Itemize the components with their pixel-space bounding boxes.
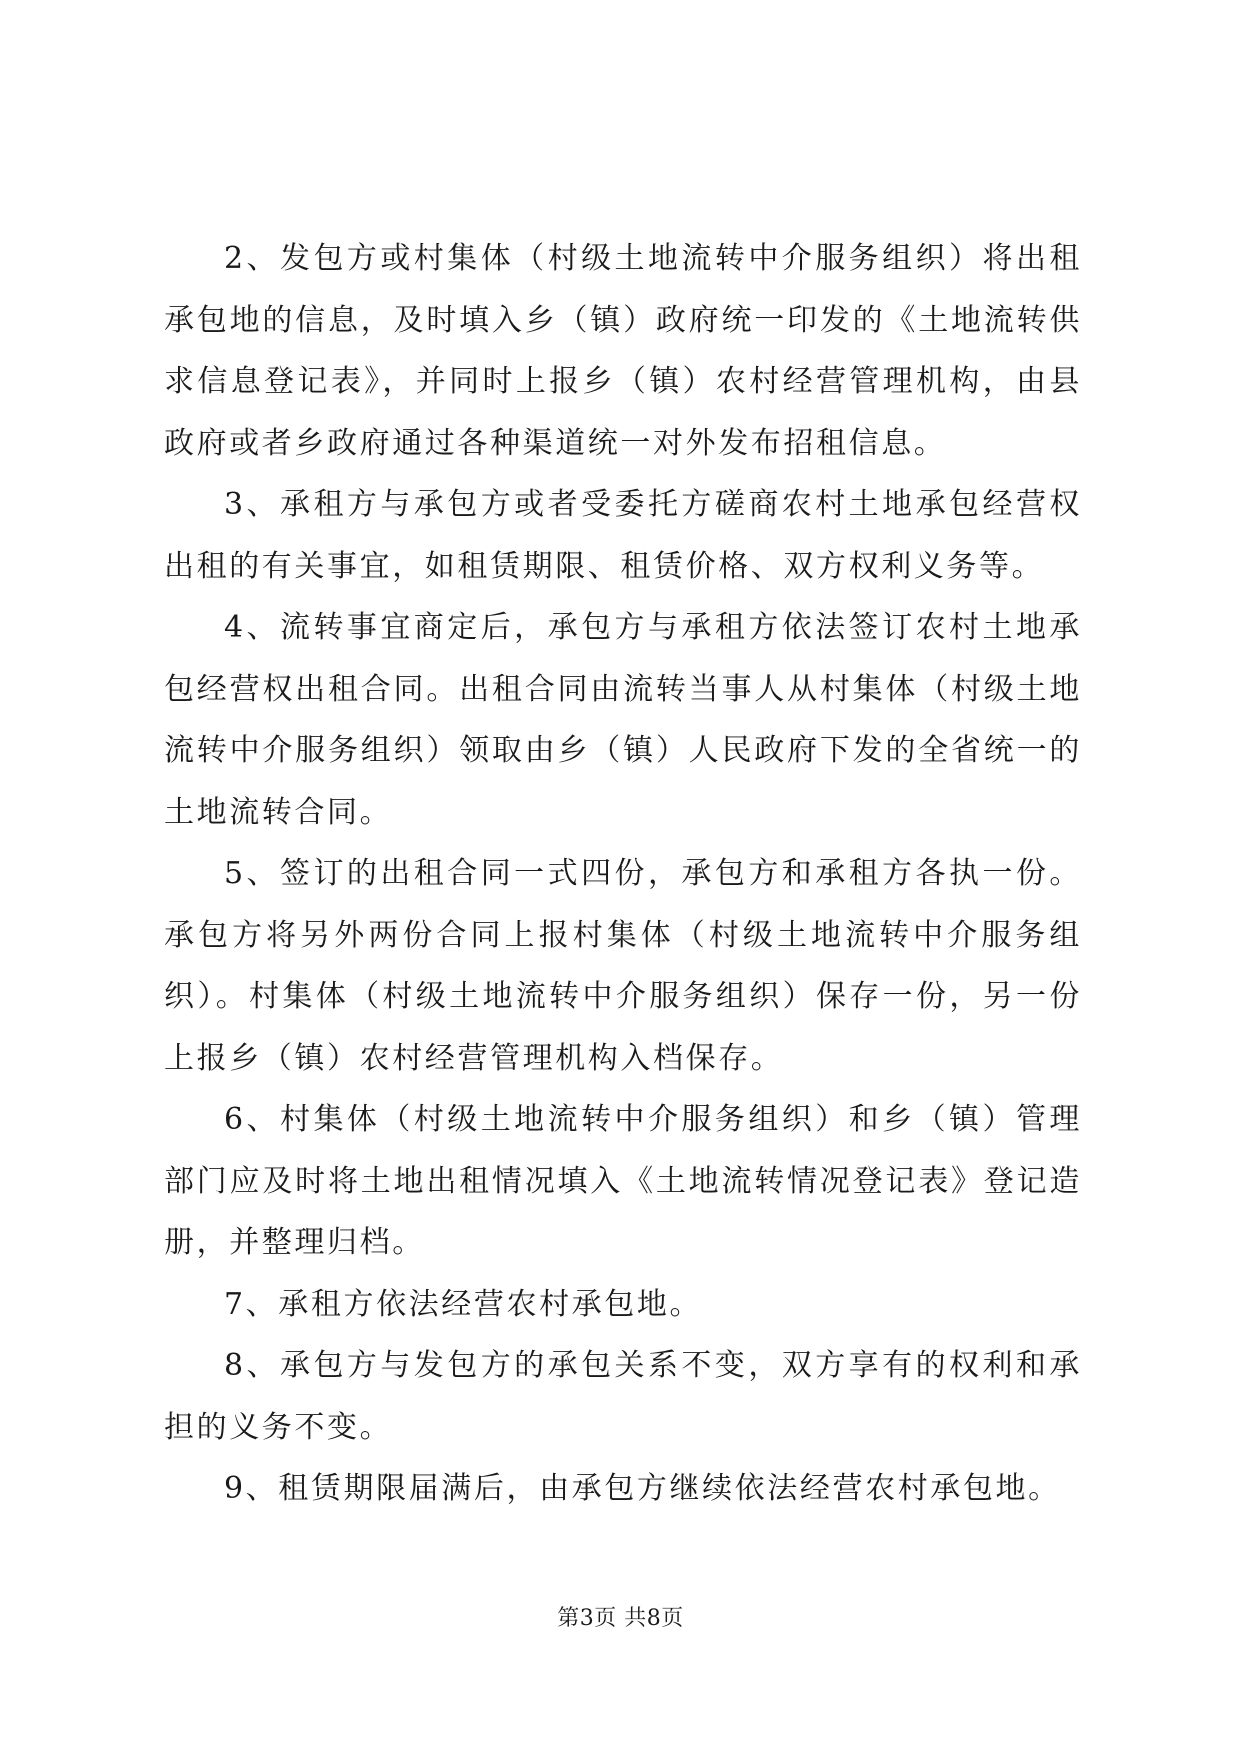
page-number-footer: 第3页 共8页 [557,1606,684,1631]
paragraph-5: 5、签订的出租合同一式四份，承包方和承租方各执一份。承包方将另外两份合同上报村集体（村级土地流转中介服务组织）。村集体（村级土地流转中介服务组织）保存一份，另一份上报乡（镇）农村经营管理机构入档保存。 [164,856,1082,1076]
paragraph-6: 6、村集体（村级土地流转中介服务组织）和乡（镇）管理部门应及时将土地出租情况填入《土地流转情况登记表》登记造册，并整理归档。 [164,1102,1082,1260]
document-body [164,228,1082,1520]
paragraph-8: 8、承包方与发包方的承包关系不变，双方享有的权利和承担的义务不变。 [164,1348,1082,1445]
paragraph-3: 3、承租方与承包方或者受委托方磋商农村土地承包经营权出租的有关事宜，如租赁期限、租赁价格、双方权利义务等。 [164,487,1082,584]
paragraph-9: 9、租赁期限届满后，由承包方继续依法经营农村承包地。 [224,1471,1061,1506]
paragraph-2: 2、发包方或村集体（村级土地流转中介服务组织）将出租承包地的信息，及时填入乡（镇）政府统一印发的《土地流转供求信息登记表》，并同时上报乡（镇）农村经营管理机构，由县政府或者乡政府通过各种渠道统一对外发布招租信息。 [164,241,1082,461]
paragraph-7: 7、承租方依法经营农村承包地。 [224,1286,703,1322]
paragraph-4: 4、流转事宜商定后，承包方与承租方依法签订农村土地承包经营权出租合同。出租合同由流转当事人从村集体（村级土地流转中介服务组织）领取由乡（镇）人民政府下发的全省统一的土地流转合同。 [164,610,1082,830]
